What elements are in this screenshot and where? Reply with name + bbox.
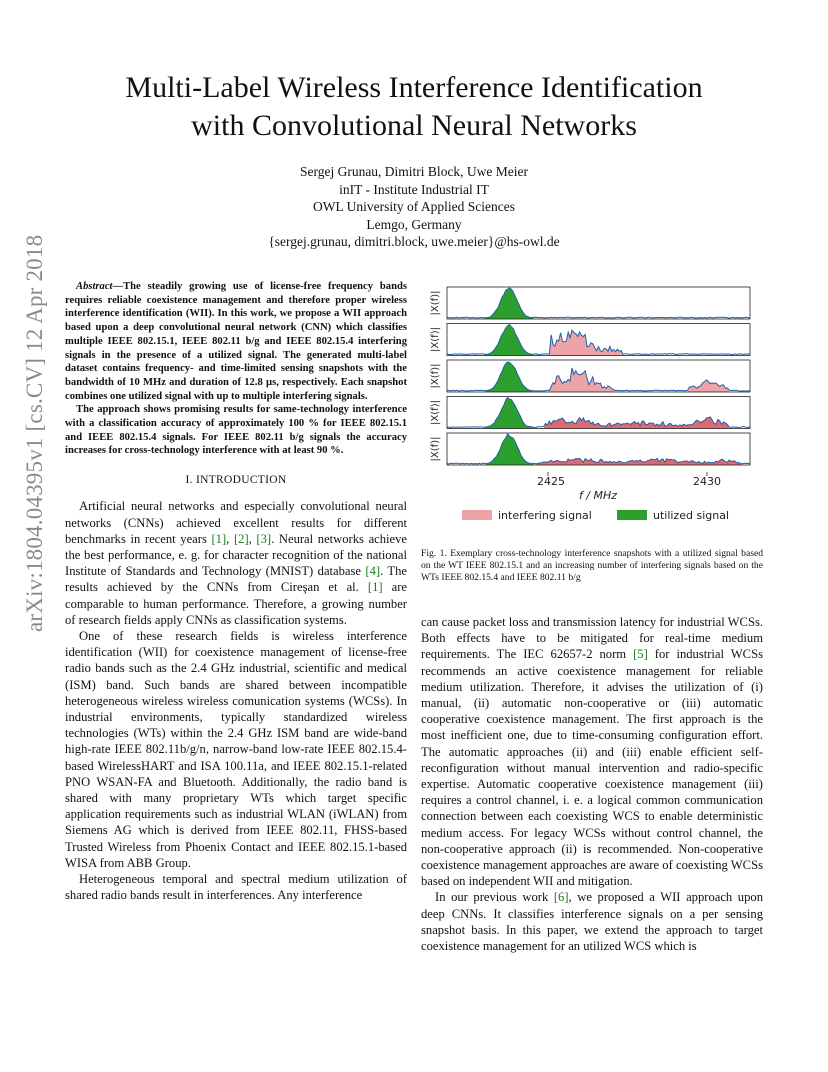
y-axis-label: |X(f)| xyxy=(430,363,441,389)
spectrum-panel xyxy=(430,433,750,465)
citation-link[interactable]: [6] xyxy=(553,890,569,905)
text-run: Artificial neural networks and especially convolutional neural networks (CNNs) achieved excellent results for different benchmarks in recent years xyxy=(65,499,407,546)
text-run: for industrial WCSs recommends an active coexistence management for reliable medium utilization. Therefore, it advises the utilization of (i) manual, (ii) automatic non-cooperative or (iii) automatic cooperative coexistence management. The first approach is the most inefficient one, due to time-consuming configuration effort. The automatic approaches (ii) and (iii) enable efficient self-reconfiguration without manual intervention and radio-specific expertise. Automatic cooperative coexistence management (iii) requires a control channel, i. e. a logical common communication connection between each coexisting WCS to enable deterministic medium access. For legacy WCSs without control channel, the non-cooperative approach (ii) is recommended. Non-cooperative coexistence management approaches are aware of coexisting WCSs based on independent WII and mitigation. xyxy=(421,647,763,889)
spectrum-figure xyxy=(421,282,766,532)
paragraph xyxy=(421,889,763,954)
text-run: , xyxy=(226,531,234,546)
citation-link[interactable]: [1] xyxy=(211,531,227,546)
text-run: , we proposed a WII approach upon deep CNNs. It classifies interference signals on a per sensing snapshot basis. In this paper, we extend the approach to target coexistence management for an utilized WCS which is xyxy=(421,890,763,954)
text-run: are comparable to human performance. Therefore, a growing number of research fields apply CNNs as classification systems. xyxy=(65,580,407,627)
y-axis-label: |X(f)| xyxy=(430,290,441,316)
author-names: Sergej Grunau, Dimitri Block, Uwe Meier xyxy=(299,164,529,179)
legend-swatch-utilized xyxy=(617,510,647,520)
paragraph xyxy=(421,614,763,889)
spectrum-panel xyxy=(430,397,750,429)
abstract xyxy=(65,280,407,458)
text-run: In our previous work xyxy=(435,890,554,905)
abstract-paragraph-2: The approach shows promising results for same-technology interference with a classification accuracy of approximately 100 % for IEEE 802.15.1 and IEEE 802.15.4 signals. For IEEE 802.11 b/g signals the accuracy increases for cross-technology interference with at least 90 %. xyxy=(65,404,407,457)
citation-link[interactable]: [5] xyxy=(633,647,648,662)
abstract-paragraph-1 xyxy=(65,280,407,403)
citation-link[interactable]: [3] xyxy=(256,531,272,546)
legend-label-interfering: interfering signal xyxy=(498,509,592,522)
abstract-label: Abstract xyxy=(76,281,113,292)
x-tick-label: 2425 xyxy=(537,475,565,488)
spectrum-panel xyxy=(430,324,750,356)
location: Lemgo, Germany xyxy=(366,216,462,232)
legend-label-utilized: utilized signal xyxy=(653,509,730,522)
paragraph: One of these research fields is wireless interference identification (WII) for coexistence management of license-free radio bands such as the 2.4 GHz industrial, scientific and medical (ISM) band. Such bands are shared between incompatible heterogeneous wireless wireless comunication systems (WCSs). In industrial environments, typically standardized wireless technologies (WTs) within the 2.4 GHz ISM band are wide-band high-rate IEEE 802.11b/g/n, narrow-band low-rate IEEE 802.15.4-based WirelessHART and ISA 100.11a, and IEEE 802.15.1-related PNO WSAN-FA and Bluetooth. Additionally, the radio band is shared with many proprietary WTs which target specific application requirements such as industrial WLAN (iWLAN) from Siemens AG which is derived from IEEE 802.11, FHSS-based Trusted Wireless from Phoenix Contact and IEEE 802.15.1-based WISA from ABB Group. xyxy=(65,628,407,870)
legend-swatch-interfering xyxy=(462,510,492,520)
title-line-1: Multi-Label Wireless Interference Identification xyxy=(125,71,703,104)
intro-body-left xyxy=(65,498,407,903)
section-heading: I. INTRODUCTION xyxy=(185,474,287,487)
citation-link[interactable]: [1] xyxy=(367,580,383,595)
text-run: . The results achieved by the CNNs from Cireşan et al. xyxy=(65,564,407,595)
author-block xyxy=(120,163,708,251)
spectrum-line xyxy=(447,434,750,464)
text-run: . Neural networks achieve the best performance, e. g. for character recognition of the national Institute of Standards and Technology (MNIST) database xyxy=(65,531,408,579)
right-column xyxy=(421,614,763,954)
spectrum-line xyxy=(447,288,750,318)
spectrum-panel xyxy=(430,287,750,319)
paragraph: Heterogeneous temporal and spectral medium utilization of shared radio bands result in interferences. Any interference xyxy=(65,872,407,903)
spectrum-panel xyxy=(430,360,750,392)
affiliation-1: inIT - Institute Industrial IT xyxy=(339,181,489,197)
abstract-text-1: —The steadily growing use of license-free frequency bands requires reliable coexistence management and therefore proper wireless interference identification (WII). In this work, we propose a WII approach based upon a deep convolutional neural network (CNN) which classifies multiple IEEE 802.15.1, IEEE 802.11 b/g and IEEE 802.15.4 interfering signals in the presence of a utilized signal. The generated multi-label dataset contains frequency- and time-limited sensing snapshots with the bandwidth of 10 MHz and duration of 12.8 µs, respectively. Each snapshot combines one utilized signal with up to multiple interfering signals. xyxy=(65,281,407,402)
title-line-2: with Convolutional Neural Networks xyxy=(191,109,637,142)
citation-link[interactable]: [4] xyxy=(365,564,381,579)
emails: {sergej.grunau, dimitri.block, uwe.meier}@hs-owl.de xyxy=(268,234,560,249)
figure-caption: Fig. 1. Exemplary cross-technology interference snapshots with a utilized signal based on the WT IEEE 802.15.1 and an increasing number of interfering signals based on the WTs IEEE 802.15.4 and IEEE 802.11 b/g xyxy=(421,548,763,583)
text-run: , xyxy=(248,531,257,546)
y-axis-label: |X(f)| xyxy=(430,436,441,462)
spectrum-panels xyxy=(430,287,750,465)
figure-1 xyxy=(421,282,766,532)
y-axis-label: |X(f)| xyxy=(430,327,441,352)
citation-link[interactable]: [2] xyxy=(233,531,249,546)
panel-frame xyxy=(447,433,750,465)
paragraph xyxy=(65,498,407,628)
x-axis-label: f / MHz xyxy=(578,489,618,502)
paper-title xyxy=(40,69,788,145)
y-axis-label: |X(f)| xyxy=(430,400,441,425)
affiliation-2: OWL University of Applied Sciences xyxy=(313,199,515,214)
arxiv-stamp: arXiv:1804.04395v1 [cs.CV] 12 Apr 2018 xyxy=(22,234,47,632)
text-run: can cause packet loss and transmission latency for industrial WCSs. Both effects have to be mitigated for real-time medium requirements. The IEC 62657-2 norm xyxy=(421,615,763,662)
x-tick-label: 2430 xyxy=(693,475,721,488)
left-column xyxy=(65,280,407,903)
